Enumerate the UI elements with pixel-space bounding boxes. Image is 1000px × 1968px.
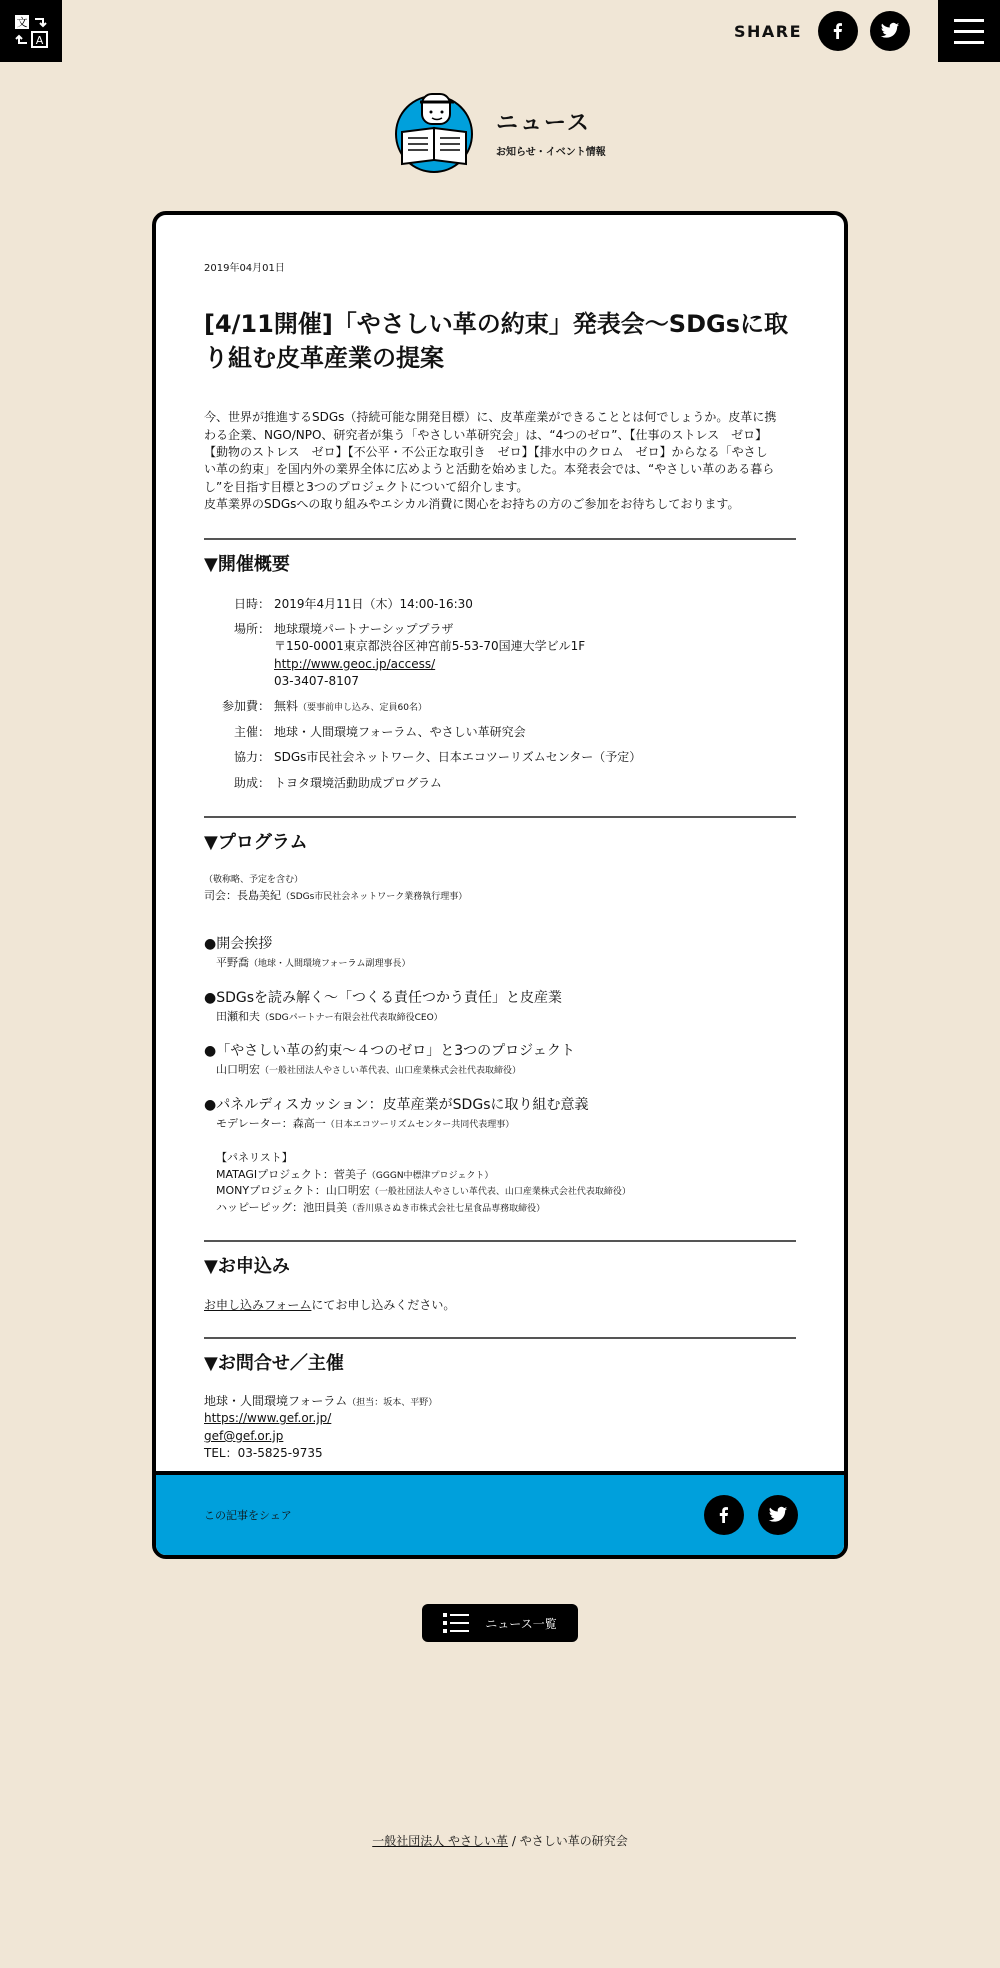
panelist-note: （一般社団法人やさしい革代表、山口産業株式会社代表取締役） (369, 1187, 631, 1198)
fee-note: （要事前申し込み、定員60名） (298, 703, 428, 714)
detail-row-grant (204, 775, 796, 792)
contact-tel: TEL：03-5825-9735 (204, 1446, 323, 1461)
lead-line: し”を目指す目標と3つのプロジェクトについて紹介します。 (204, 479, 529, 494)
program-item-person: 田瀬和夫 (216, 1009, 260, 1023)
article-share-bar (156, 1471, 844, 1555)
section-heading (394, 90, 606, 174)
lead-line: い革の約束」を国内外の業界全体に広めようと活動を始めました。本発表会では、“やさしい革のある暮ら (204, 462, 775, 477)
program-item-note: （地球・人間環境フォーラム副理事長） (249, 959, 411, 970)
place-tel: 03-3407-8107 (274, 674, 360, 689)
program-item (204, 934, 796, 972)
detail-label: 場所 (233, 621, 258, 636)
list-icon (443, 1612, 469, 1634)
program-item-title: ●SDGsを読み解く〜「つくる責任つかう責任」と皮産業 (204, 989, 563, 1006)
divider (204, 1240, 796, 1242)
twitter-share-button[interactable] (870, 11, 910, 51)
panelist-name: MONYプロジェクト：山口明宏 (216, 1184, 370, 1198)
program-item (204, 988, 796, 1026)
apply-form-link[interactable]: お申し込みフォーム (204, 1298, 312, 1313)
detail-row-date (204, 596, 796, 613)
menu-icon-bar (954, 19, 984, 22)
apply-suffix: にてお申し込みください。 (311, 1298, 456, 1313)
apply-text (204, 1296, 796, 1313)
footer-org-link[interactable]: 一般社団法人 やさしい革 (372, 1834, 509, 1848)
detail-value: トヨタ環境活動助成プログラム (274, 775, 442, 790)
article-date: 2019年04月01日 (204, 263, 285, 274)
news-list-label: ニュース一覧 (485, 1616, 557, 1631)
program-note: （敬称略、予定を含む） (204, 875, 304, 886)
panelist-name: ハッピーピッグ：池田員美 (216, 1200, 348, 1214)
panelist-note: （GGGN中標津プロジェクト） (366, 1170, 494, 1181)
detail-label: 主催 (233, 724, 258, 739)
apply-heading: ▼お申込み (204, 1256, 290, 1278)
place-access-link[interactable]: http://www.geoc.jp/access/ (274, 656, 436, 671)
divider (204, 816, 796, 818)
lead-line: わる企業、NGO/NPO、研究者が集う「やさしい革研究会」は、“4つのゼロ”、【仕事のストレス ゼロ】 (204, 427, 768, 442)
panel-heading: 【パネリスト】 (216, 1151, 293, 1165)
contact-heading: ▼お問合せ／主催 (204, 1353, 344, 1375)
detail-colon: ： (258, 699, 271, 714)
contact-org: 地球・人間環境フォーラム (204, 1394, 348, 1409)
site-footer (0, 1832, 1000, 1849)
article-twitter-share-button[interactable] (758, 1495, 798, 1535)
program-item-title: ●「やさしい革の約束〜４つのゼロ」と3つのプロジェクト (204, 1043, 575, 1060)
twitter-icon (880, 22, 900, 40)
news-mascot-icon (394, 90, 478, 174)
twitter-icon (768, 1506, 788, 1524)
program-item-note: （日本エコツーリズムセンター共同代表理事） (325, 1119, 515, 1130)
section-title: ニュース (496, 111, 591, 136)
detail-label: 助成 (233, 775, 258, 790)
share-label: SHARE (733, 21, 802, 41)
menu-icon-bar (954, 41, 984, 44)
header-share (734, 11, 910, 51)
panelist-name: MATAGIプロジェクト：菅美子 (216, 1167, 367, 1181)
svg-text:文: 文 (16, 16, 28, 29)
program-item-title: ●開会挨拶 (204, 936, 273, 953)
article-lead (204, 409, 796, 513)
detail-colon: ： (258, 621, 271, 636)
divider (204, 538, 796, 540)
detail-row-host (204, 724, 796, 741)
lead-line: 今、世界が推進するSDGs（持続可能な開発目標）に、皮革産業ができることとは何でしょうか。皮革に携 (204, 410, 777, 425)
detail-row-coop (204, 749, 796, 766)
language-toggle-button[interactable] (0, 0, 62, 62)
program-item-person: 山口明宏 (216, 1063, 260, 1077)
program-item (204, 1041, 796, 1079)
lead-line: 皮革業界のSDGsへの取り組みやエシカル消費に関心をお持ちの方のご参加をお待ちしております。 (204, 497, 740, 512)
contact-org-note: （担当：坂本、平野） (347, 1398, 438, 1409)
menu-icon-bar (954, 30, 984, 33)
footer-org-text: やさしい革の研究会 (519, 1834, 628, 1848)
mc-name: 司会：長島美紀 (204, 888, 281, 902)
program-item-person: 平野喬 (216, 956, 249, 970)
program-item-title: ●パネルディスカッション：皮革産業がSDGsに取り組む意義 (204, 1096, 589, 1113)
divider (204, 1337, 796, 1339)
fee-value: 無料 (274, 699, 299, 714)
panelists (204, 1150, 796, 1216)
article-facebook-share-button[interactable] (704, 1495, 744, 1535)
detail-label: 参加費 (221, 699, 258, 714)
detail-value: 2019年4月11日（木）14:00-16:30 (274, 596, 473, 611)
article-title: [4/11開催]「やさしい革の約束」発表会〜SDGsに取り組む皮革産業の提案 (204, 310, 788, 372)
contact-url-link[interactable]: https://www.gef.or.jp/ (204, 1411, 332, 1426)
contact-email-link[interactable]: gef@gef.or.jp (204, 1428, 284, 1443)
news-list-button[interactable] (422, 1604, 578, 1642)
program-heading: ▼プログラム (204, 832, 308, 854)
footer-separator: / (508, 1834, 520, 1848)
detail-colon: ： (258, 750, 271, 765)
facebook-share-button[interactable] (818, 11, 858, 51)
lead-line: 【動物のストレス ゼロ】【不公平・不公正な取引き ゼロ】【排水中のクロム ゼロ】からなる「やさし (204, 444, 768, 459)
place-name: 地球環境パートナーシッププラザ (274, 621, 454, 636)
panelist-note: （香川県さぬき市株式会社七星食品専務取締役） (347, 1203, 546, 1214)
place-address: 〒150-0001東京都渋谷区神宮前5-53-70国連大学ビル1F (274, 639, 586, 654)
facebook-icon (829, 22, 847, 40)
facebook-icon (715, 1506, 733, 1524)
program-item-note: （一般社団法人やさしい革代表、山口産業株式会社代表取締役） (260, 1066, 522, 1077)
detail-value: SDGs市民社会ネットワーク、日本エコツーリズムセンター（予定） (274, 750, 642, 765)
detail-colon: ： (258, 596, 271, 611)
section-subtitle: お知らせ・イベント情報 (496, 147, 606, 158)
svg-text:A: A (35, 34, 44, 47)
detail-colon: ： (258, 775, 271, 790)
article-share-label: この記事をシェア (204, 1509, 292, 1522)
detail-row-fee (204, 698, 796, 715)
program-item-person: モデレーター：森高一 (216, 1116, 326, 1130)
program-item (204, 1095, 796, 1133)
overview-table (204, 596, 796, 793)
mc-note: （SDGs市民社会ネットワーク業務執行理事） (281, 891, 468, 902)
translate-icon (13, 13, 49, 49)
article-card (152, 211, 848, 1559)
detail-row-place (204, 621, 796, 691)
program-item-note: （SDGパートナー有限会社代表取締役CEO） (260, 1012, 443, 1023)
detail-value: 地球・人間環境フォーラム、やさしい革研究会 (274, 724, 526, 739)
menu-button[interactable] (938, 0, 1000, 62)
detail-label: 日時 (233, 596, 258, 611)
detail-colon: ： (258, 724, 271, 739)
program-section (204, 874, 796, 1216)
detail-label: 協力 (233, 750, 258, 765)
overview-heading: ▼開催概要 (204, 553, 290, 575)
contact-info (204, 1393, 796, 1463)
